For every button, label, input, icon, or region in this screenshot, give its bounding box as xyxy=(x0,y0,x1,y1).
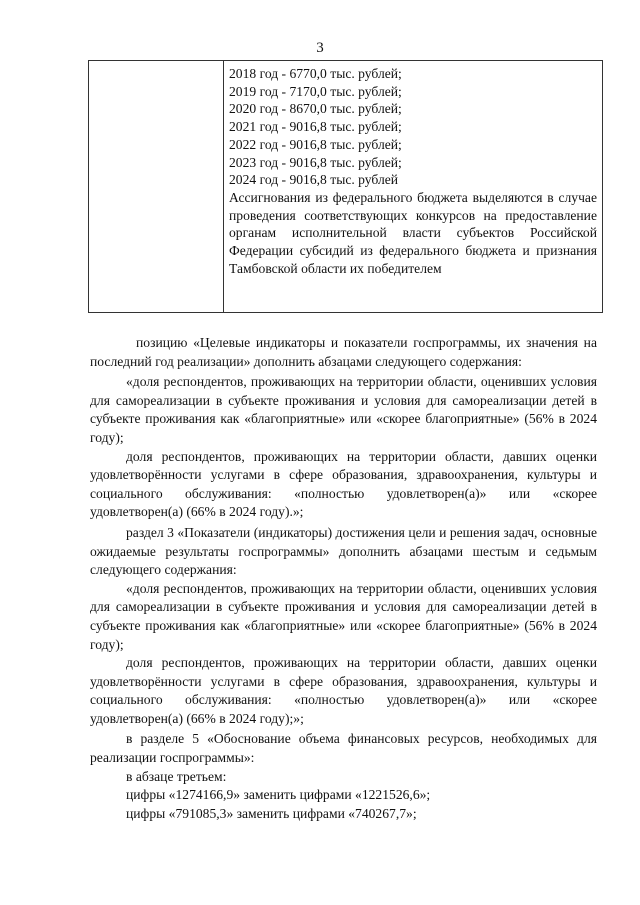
page-number: 3 xyxy=(316,40,324,56)
paragraph: доля респондентов, проживающих на территории области, давших оценки удовлетворённости услугами в сфере образования, здравоохранения, культуры и социального обслуживания: «полностью удовлетворен(а)» или «скорее удовлетворен(а) (66% в 2024 году);»; xyxy=(90,655,597,726)
paragraph: позицию «Целевые индикаторы и показатели госпрограммы, их значения на последний год реализации» дополнить абзацами следующего содержания: xyxy=(90,335,597,369)
paragraph: «доля респондентов, проживающих на территории области, оценивших условия для самореализации в субъекте проживания и условия для самореализации детей в субъекте проживания как «благоприятные» или «скорее благоприятные» (56% в 2024 году); xyxy=(90,580,597,652)
funding-line: 2019 год - 7170,0 тыс. рублей; xyxy=(229,83,402,99)
paragraph: в абзаце третьем: xyxy=(126,768,227,784)
funding-line: 2024 год - 9016,8 тыс. рублей xyxy=(229,172,399,188)
document-body xyxy=(90,334,597,823)
paragraph: доля респондентов, проживающих на территории области, давших оценки удовлетворённости услугами в сфере образования, здравоохранения, культуры и социального обслуживания: «полностью удовлетворен(а)» или «скорее удовлетворен(а) (66% в 2024 году).»; xyxy=(90,448,597,520)
funding-table xyxy=(88,60,603,313)
table-column-divider xyxy=(223,61,224,312)
funding-cell xyxy=(229,65,597,277)
paragraph: цифры «1274166,9» заменить цифрами «1221526,6»; xyxy=(126,787,431,803)
funding-line: 2022 год - 9016,8 тыс. рублей; xyxy=(229,136,402,152)
funding-line: 2021 год - 9016,8 тыс. рублей; xyxy=(229,119,402,135)
paragraph: цифры «791085,3» заменить цифрами «740267,7»; xyxy=(126,805,417,821)
paragraph: в разделе 5 «Обоснование объема финансовых ресурсов, необходимых для реализации госпрограммы»: xyxy=(90,731,597,766)
funding-line: 2023 год - 9016,8 тыс. рублей; xyxy=(229,154,402,170)
paragraph: «доля респондентов, проживающих на территории области, оценивших условия для самореализации в субъекте проживания и условия для самореализации детей в субъекте проживания как «благоприятные» или «скорее благоприятные» (56% в 2024 году); xyxy=(90,374,597,445)
funding-line: 2020 год - 8670,0 тыс. рублей; xyxy=(229,101,402,117)
federal-budget-note: Ассигнования из федерального бюджета выделяются в случае проведения соответствующих конкурсов на предоставление органам исполнительной власти субъектов Российской Федерации субсидий из федерального бюджета и признания Тамбовской области их победителем xyxy=(229,189,597,276)
paragraph: раздел 3 «Показатели (индикаторы) достижения цели и решения задач, основные ожидаемые результаты госпрограммы» дополнить абзацами шестым и седьмым следующего содержания: xyxy=(90,524,597,578)
funding-line: 2018 год - 6770,0 тыс. рублей; xyxy=(229,66,402,81)
